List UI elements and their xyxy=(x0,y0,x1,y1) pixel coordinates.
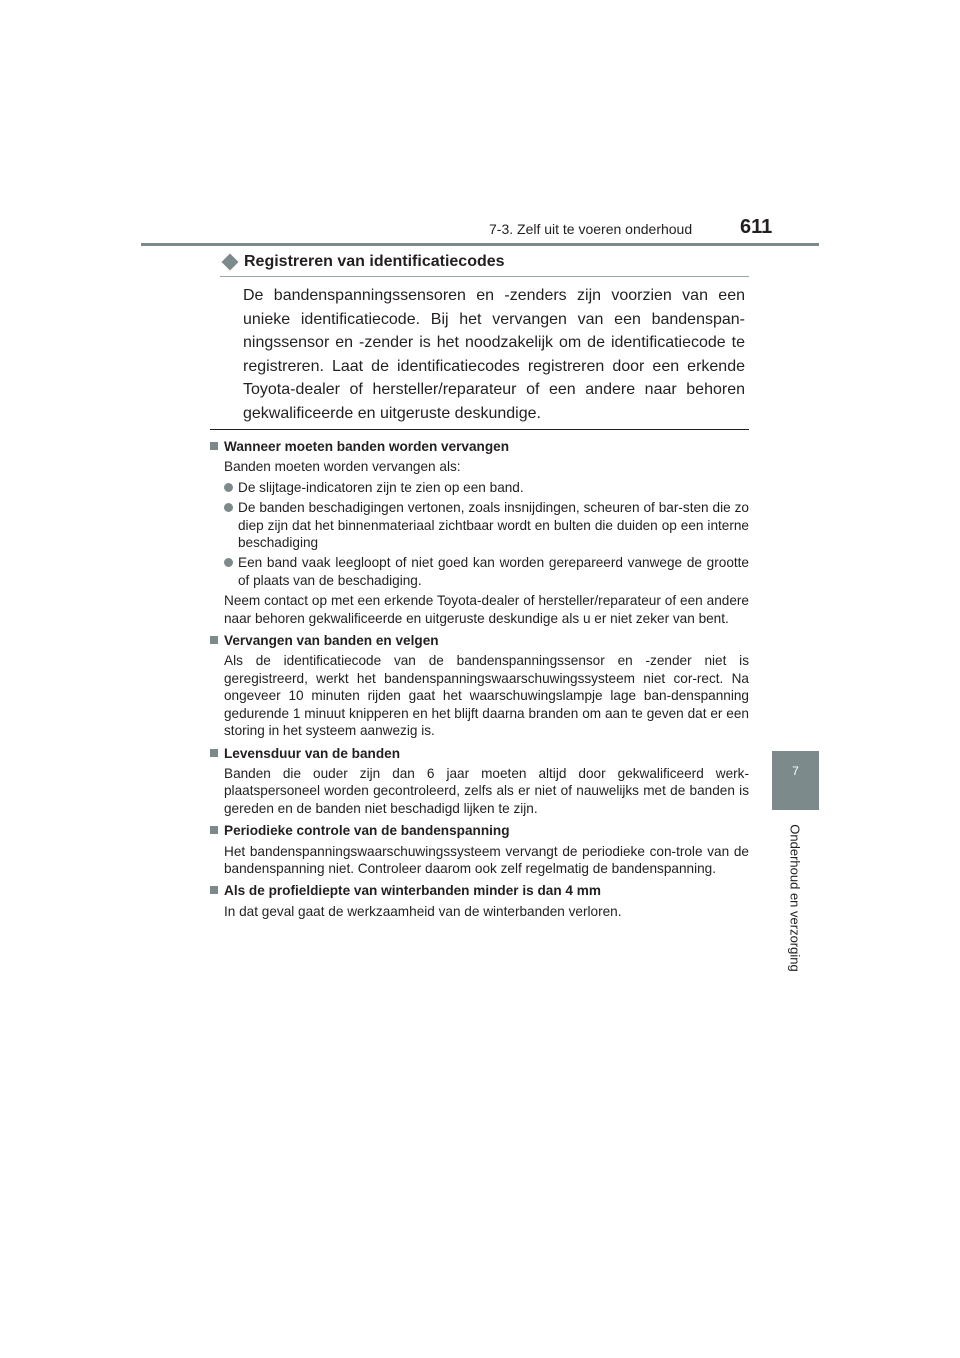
list-item xyxy=(224,499,749,551)
section-title: Registreren van identificatiecodes xyxy=(244,253,505,270)
note-text: Neem contact op met een erkende Toyota-dealer of hersteller/reparateur of een andere naar behoren gekwalificeerde en uitgeruste deskundige als u er niet zeker van bent. xyxy=(224,593,749,626)
note-heading-text: Als de profieldiepte van winterbanden minder is dan 4 mm xyxy=(224,883,601,899)
note-heading xyxy=(210,438,749,455)
notes-block xyxy=(210,438,749,920)
header-section-title: 7-3. Zelf uit te voeren onderhoud xyxy=(489,221,693,237)
list-item-text: De banden beschadigingen vertonen, zoals insnijdingen, scheuren of bar-sten die zo diep zijn dat het binnenmateriaal zichtbaar wordt en bulten die duiden op een interne beschadiging xyxy=(238,500,749,551)
square-bullet-icon xyxy=(210,749,218,757)
section-intro: De bandenspanningssensoren en -zenders zijn voorzien van een unieke identificatiecode. Bij het vervangen van een bandenspan-ningssensor en -zender is het noodzakelijk om de identificatiecode te registreren. Laat de identificatiecodes registreren door een erkende Toyota-dealer of hersteller/reparateur of een andere naar behoren gekwalificeerde en uitgeruste deskundige. xyxy=(243,287,745,422)
chapter-tab xyxy=(772,751,819,810)
notes-divider xyxy=(210,429,749,430)
square-bullet-icon xyxy=(210,442,218,450)
note-heading-text: Vervangen van banden en velgen xyxy=(224,633,439,649)
chapter-tab-label: Onderhoud en verzorging xyxy=(787,824,803,972)
note-text: Banden moeten worden vervangen als: xyxy=(224,459,461,475)
chapter-tab-number: 7 xyxy=(792,764,799,778)
note-heading-text: Periodieke controle van de bandenspanning xyxy=(224,823,510,839)
dot-bullet-icon xyxy=(224,483,233,492)
note-heading xyxy=(210,882,749,899)
list-item xyxy=(224,479,749,496)
note-heading xyxy=(210,822,749,839)
list-item xyxy=(224,554,749,589)
note-text: Banden die ouder zijn dan 6 jaar moeten altijd door gekwalificeerd werk-plaatspersoneel worden gecontroleerd, zelfs als er niet of nauwelijks met de banden is gereden en de banden niet beschadigd lijken te zijn. xyxy=(224,765,749,816)
section-heading xyxy=(220,253,505,271)
note-text: In dat geval gaat de werkzaamheid van de winterbanden verloren. xyxy=(224,903,622,919)
list-item-text: Een band vaak leegloopt of niet goed kan worden gerepareerd vanwege de grootte of plaats van de beschadiging. xyxy=(238,555,749,588)
dot-bullet-icon xyxy=(224,503,233,512)
square-bullet-icon xyxy=(210,886,218,894)
note-heading-text: Wanneer moeten banden worden vervangen xyxy=(224,439,510,454)
list-item-text: De slijtage-indicatoren zijn te zien op een band. xyxy=(238,479,524,495)
diamond-icon xyxy=(222,254,239,271)
note-text: Het bandenspanningswaarschuwingssysteem vervangt de periodieke con-trole van de bandenspanning niet. Controleer daarom ook zelf regelmatig de bandenspanning. xyxy=(224,843,749,876)
section-rule xyxy=(220,276,749,277)
note-text: Als de identificatiecode van de bandenspanningssensor en -zender niet is geregistreerd, werkt het bandenspanningswaarschuwingssysteem niet cor-rect. Na ongeveer 10 minuten rijden gaat het waarschuwingslampje lage ban-denspanning gedurende 1 minuut knipperen en het blijft daarna branden om aan te geven dat er een storing in het systeem aanwezig is. xyxy=(224,653,749,739)
note-heading-text: Levensduur van de banden xyxy=(224,745,401,761)
page-number: 611 xyxy=(740,216,773,238)
header-rule xyxy=(141,243,819,246)
square-bullet-icon xyxy=(210,826,218,834)
note-heading xyxy=(210,632,749,649)
dot-bullet-icon xyxy=(224,558,233,567)
note-heading xyxy=(210,745,749,762)
square-bullet-icon xyxy=(210,636,218,644)
